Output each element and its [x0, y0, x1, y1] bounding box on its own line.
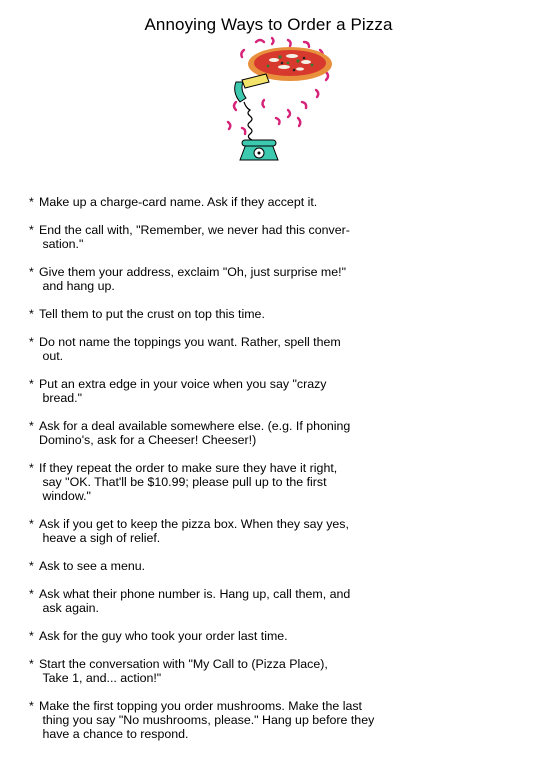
bullet-marker: *	[29, 587, 34, 601]
tips-list	[29, 195, 409, 755]
list-item	[29, 307, 409, 321]
bullet-marker: *	[29, 629, 34, 643]
bullet-marker: *	[29, 195, 34, 209]
tip-text: Do not name the toppings you want. Rather, spell them out.	[39, 335, 341, 363]
list-item	[29, 517, 409, 545]
tip-text: Ask to see a menu.	[39, 559, 146, 573]
bullet-marker: *	[29, 699, 34, 713]
bullet-marker: *	[29, 377, 34, 391]
tip-text: Ask for the guy who took your order last time.	[39, 629, 288, 643]
tip-text: Ask for a deal available somewhere else. (e.g. If phoning Domino's, ask for a Cheeser! Cheeser!)	[39, 419, 351, 447]
list-item	[29, 195, 409, 209]
bullet-marker: *	[29, 265, 34, 279]
bullet-marker: *	[29, 461, 34, 475]
list-item	[29, 559, 409, 573]
bullet-marker: *	[29, 335, 34, 349]
tip-text: Tell them to put the crust on top this time.	[39, 307, 265, 321]
bullet-marker: *	[29, 657, 34, 671]
list-item	[29, 461, 409, 503]
bullet-marker: *	[29, 559, 34, 573]
tip-text: Put an extra edge in your voice when you say "crazy bread."	[39, 377, 327, 405]
tip-text: Start the conversation with "My Call to (Pizza Place), Take 1, and... action!"	[39, 657, 328, 685]
pizza-phone-illustration	[222, 36, 342, 168]
tip-text: End the call with, "Remember, we never had this conver- sation."	[39, 223, 350, 251]
phone-handset	[235, 74, 269, 102]
list-item	[29, 629, 409, 643]
list-item	[29, 377, 409, 405]
bullet-marker: *	[29, 419, 34, 433]
list-item	[29, 587, 409, 615]
pizza-phone-clipart	[222, 36, 342, 168]
tip-text: Make up a charge-card name. Ask if they accept it.	[39, 195, 318, 209]
list-item	[29, 657, 409, 685]
tip-text: Make the first topping you order mushrooms. Make the last thing you say "No mushrooms, please." Hang up before they have a chance to respond.	[39, 699, 375, 741]
tip-text: If they repeat the order to make sure they have it right, say "OK. That'll be $10.99; please pull up to the first window."	[39, 461, 338, 503]
phone-base	[240, 140, 278, 160]
list-item	[29, 223, 409, 251]
tip-text: Ask if you get to keep the pizza box. When they say yes, heave a sigh of relief.	[39, 517, 349, 545]
bullet-marker: *	[29, 223, 34, 237]
list-item	[29, 699, 409, 741]
bullet-marker: *	[29, 307, 34, 321]
list-item	[29, 265, 409, 293]
list-item	[29, 419, 409, 447]
list-item	[29, 335, 409, 363]
page-title: Annoying Ways to Order a Pizza	[144, 15, 393, 34]
tip-text: Ask what their phone number is. Hang up, call them, and ask again.	[39, 587, 351, 615]
tip-text: Give them your address, exclaim "Oh, just surprise me!" and hang up.	[39, 265, 346, 293]
bullet-marker: *	[29, 517, 34, 531]
